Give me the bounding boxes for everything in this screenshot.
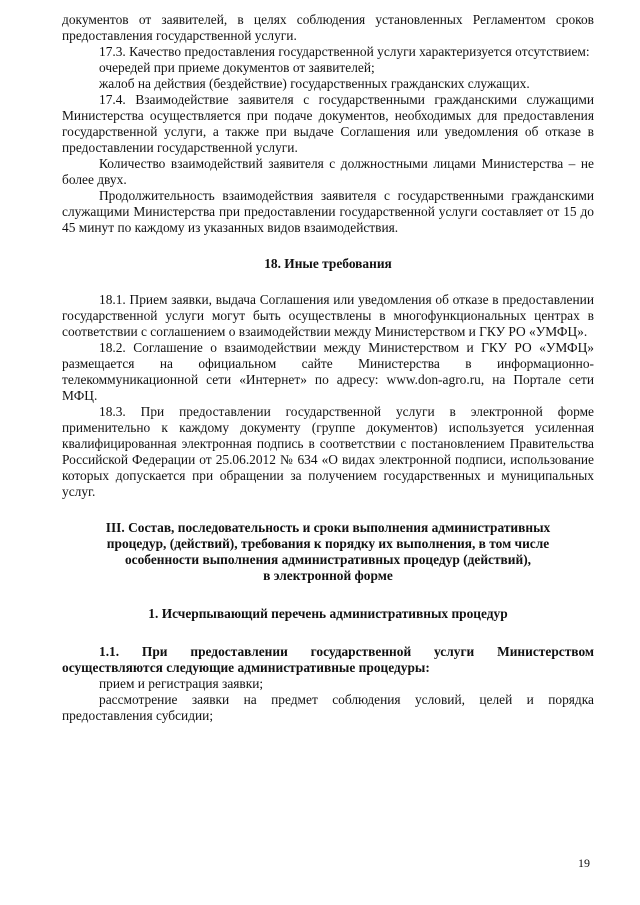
paragraph-18-2: 18.2. Соглашение о взаимодействии между Министерством и ГКУ РО «УМФЦ» размещается на официальном сайте Министерства в информационно-телекоммуникационной сети «Интернет» по адресу: www.don-agro.ru, на Портале сети МФЦ.	[62, 340, 594, 403]
page-number: 19	[578, 856, 590, 870]
paragraph-no-complaints: жалоб на действия (бездействие) государственных гражданских служащих.	[99, 76, 530, 91]
paragraph-no-queues: очередей при приеме документов от заявителей;	[99, 60, 375, 75]
paragraph-1-1: 1.1. При предоставлении государственной услуги Министерством осуществляются следующие административные процедуры:	[62, 644, 594, 675]
section-3-title-line-4: в электронной форме	[263, 568, 393, 583]
paragraph-interaction-duration: Продолжительность взаимодействия заявителя с государственными гражданскими служащими Министерства при предоставлении государственной услуги составляет от 15 до 45 минут по каждому из указанных видов взаимодействия.	[62, 188, 594, 235]
paragraph-intake-registration: прием и регистрация заявки;	[99, 676, 264, 691]
paragraph-review-application: рассмотрение заявки на предмет соблюдения условий, целей и порядка предоставления субсидии;	[62, 692, 594, 723]
page-content	[62, 12, 594, 724]
paragraph-interaction-count: Количество взаимодействий заявителя с должностными лицами Министерства – не более двух.	[62, 156, 594, 187]
paragraph-documents-deadlines: документов от заявителей, в целях соблюдения установленных Регламентом сроков предоставления государственной услуги.	[62, 12, 594, 43]
paragraph-18-1: 18.1. Прием заявки, выдача Соглашения или уведомления об отказе в предоставлении государственной услуги могут быть осуществлены в многофункциональных центрах в соответствии с соглашением о взаимодействии между Министерством и ГКУ РО «УМФЦ».	[62, 292, 594, 339]
section-18-title: 18. Иные требования	[264, 256, 392, 271]
section-3-title-line-2: процедур, (действий), требования к порядку их выполнения, в том числе	[106, 536, 550, 551]
paragraph-17-4: 17.4. Взаимодействие заявителя с государственными гражданскими служащими Министерства осуществляется при подаче документов, необходимых для предоставления государственной услуги, а также при выдаче Соглашения или уведомления об отказе в предоставлении государственной услуги.	[62, 92, 594, 155]
paragraph-17-3: 17.3. Качество предоставления государственной услуги характеризуется отсутствием:	[99, 44, 590, 59]
section-3-title-line-1: III. Состав, последовательность и сроки выполнения административных	[105, 520, 551, 535]
section-3-title	[62, 520, 594, 584]
section-3-title-line-3: особенности выполнения административных процедур (действий),	[124, 552, 532, 567]
subsection-1-title: 1. Исчерпывающий перечень административных процедур	[148, 606, 508, 621]
paragraph-18-3: 18.3. При предоставлении государственной услуги в электронной форме применительно к каждому документу (группе документов) используется усиленная квалифицированная электронная подпись в соответствии с постановлением Правительства Российской Федерации от 25.06.2012 № 634 «О видах электронной подписи, использование которых допускается при обращении за получением государственных и муниципальных услуг.	[62, 404, 594, 499]
